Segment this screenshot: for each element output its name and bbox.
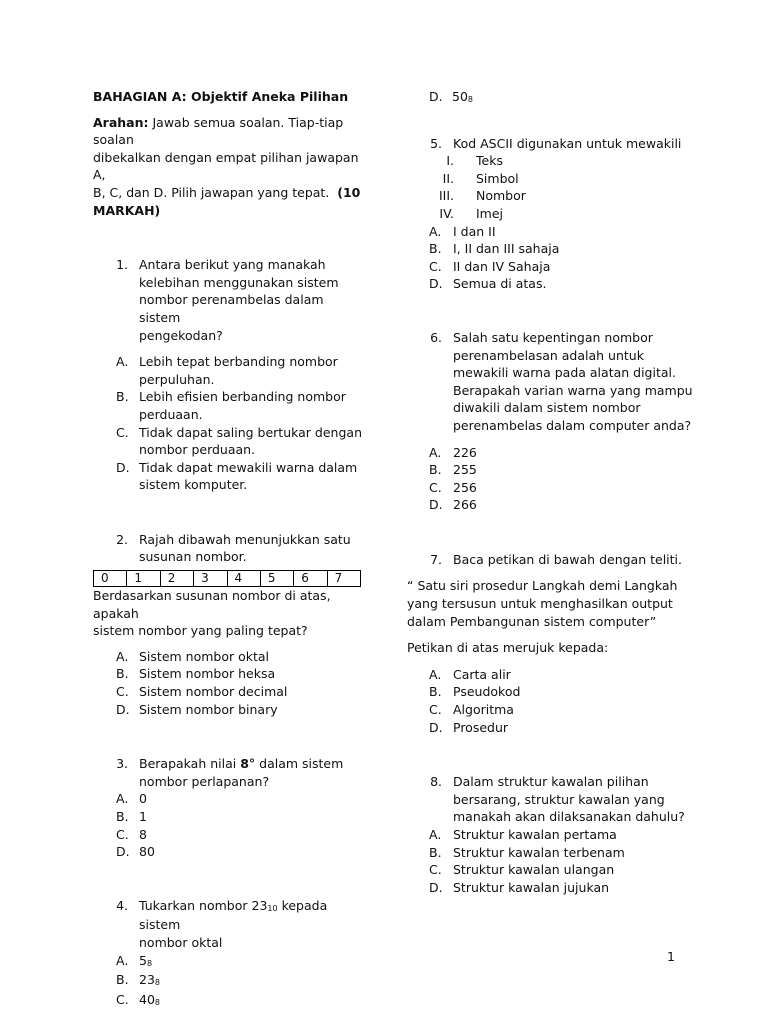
- option-label: B.: [429, 462, 442, 478]
- option-b[interactable]: [429, 240, 697, 258]
- option-label: A.: [429, 827, 442, 842]
- option-label: C.: [429, 702, 442, 718]
- instructions-line1: Jawab semua soalan. Tiap-tiap soalan: [93, 114, 344, 148]
- question-5: [407, 135, 697, 293]
- question-text-line: mewakili warna pada alatan digital.: [453, 365, 676, 381]
- roman-label: I.: [446, 153, 454, 169]
- roman-item: [407, 187, 697, 205]
- option-text: Sistem nombor heksa: [139, 666, 276, 682]
- table-cell: 6: [294, 571, 327, 587]
- option-text: 255: [453, 462, 477, 478]
- option-text: 80: [139, 844, 155, 860]
- question-text-line: Kod ASCII digunakan untuk mewakili: [453, 135, 682, 151]
- question-text-line: sistem nombor yang paling tepat?: [93, 623, 308, 639]
- option-label: A.: [116, 791, 129, 807]
- option-c[interactable]: [116, 683, 368, 701]
- option-text: perpuluhan.: [139, 371, 215, 387]
- option-d[interactable]: [429, 275, 697, 293]
- option-text: I, II dan III sahaja: [453, 241, 560, 257]
- question-text-line: pengekodan?: [139, 327, 223, 343]
- question-number: 6.: [430, 329, 442, 345]
- question-text-line: perenambelasan adalah untuk: [453, 347, 644, 363]
- option-a[interactable]: [116, 952, 368, 972]
- roman-item: [407, 170, 697, 188]
- option-d[interactable]: [429, 496, 697, 514]
- option-label: A.: [116, 354, 129, 370]
- subscript-base: 10: [267, 903, 278, 913]
- option-d[interactable]: [429, 88, 697, 108]
- option-a[interactable]: [429, 444, 697, 462]
- question-bold-value: 8°: [240, 756, 256, 772]
- roman-label: IV.: [439, 205, 454, 221]
- question-7: [407, 551, 697, 736]
- option-a[interactable]: [429, 826, 697, 844]
- option-label: D.: [116, 844, 130, 860]
- option-text: Sistem nombor decimal: [139, 684, 288, 700]
- question-number: 8.: [430, 774, 442, 790]
- section-title: BAHAGIAN A: Objektif Aneka Pilihan: [93, 89, 349, 104]
- option-label: C.: [429, 862, 442, 878]
- option-text: Algoritma: [453, 702, 514, 718]
- option-label: B.: [116, 809, 129, 824]
- instructions-label: Arahan:: [93, 114, 149, 130]
- option-text: Sistem nombor binary: [139, 701, 278, 717]
- option-text: Struktur kawalan jujukan: [453, 879, 610, 895]
- option-text: 5: [139, 952, 147, 968]
- option-label: A.: [429, 223, 442, 239]
- quote-line: dalam Pembangunan sistem computer”: [407, 613, 657, 629]
- option-text: 23: [139, 972, 155, 988]
- option-text: I dan II: [453, 223, 496, 239]
- subscript-base: 8: [154, 997, 160, 1007]
- option-b[interactable]: [116, 665, 368, 683]
- roman-item: [407, 152, 697, 170]
- table-cell: 1: [127, 571, 160, 587]
- number-sequence-table: [93, 570, 361, 587]
- page-number: 1: [667, 949, 675, 964]
- option-b[interactable]: [116, 808, 368, 826]
- option-text: Tidak dapat saling bertukar dengan: [139, 424, 362, 440]
- quote-line: “ Satu siri prosedur Langkah demi Langkah: [407, 578, 678, 594]
- option-text: 40: [139, 991, 155, 1007]
- question-text-line: Salah satu kepentingan nombor: [453, 329, 653, 345]
- question-text-line: susunan nombor.: [139, 549, 247, 565]
- option-c[interactable]: [116, 991, 368, 1011]
- option-c[interactable]: [429, 861, 697, 879]
- option-text: Sistem nombor oktal: [139, 648, 270, 664]
- question-number: 5.: [430, 135, 442, 151]
- option-label: B.: [116, 389, 129, 405]
- option-text: Semua di atas.: [453, 276, 547, 292]
- option-text: 0: [139, 791, 147, 807]
- question-text-line: perenambelas dalam computer anda?: [453, 417, 692, 433]
- question-text-line: nombor perenambelas dalam sistem: [139, 292, 324, 325]
- option-label: C.: [429, 258, 442, 274]
- right-column: [407, 88, 697, 896]
- option-d[interactable]: [116, 843, 368, 861]
- option-text: 256: [453, 479, 477, 495]
- question-prompt: Petikan di atas merujuk kepada:: [407, 640, 609, 656]
- question-3: [93, 755, 368, 861]
- option-b[interactable]: [429, 844, 697, 862]
- option-d[interactable]: [116, 459, 368, 494]
- question-text-line: Antara berikut yang manakah: [139, 257, 326, 273]
- option-label: B.: [429, 684, 442, 700]
- option-label: A.: [116, 648, 129, 664]
- option-b[interactable]: [429, 683, 697, 701]
- question-number: 2.: [116, 531, 128, 547]
- option-label: C.: [116, 991, 129, 1007]
- quote-line: yang tersusun untuk menghasilkan output: [407, 596, 673, 612]
- option-text: 1: [139, 809, 147, 824]
- option-c[interactable]: [429, 479, 697, 497]
- option-a[interactable]: [429, 223, 697, 241]
- instructions-marks1: (10: [337, 184, 361, 200]
- option-a[interactable]: [116, 790, 368, 808]
- question-text-line: dalam sistem: [255, 756, 344, 772]
- option-label: D.: [116, 701, 130, 717]
- roman-text: Teks: [476, 153, 503, 169]
- question-text-line: nombor perlapanan?: [139, 773, 270, 789]
- question-number: 4.: [116, 897, 128, 913]
- option-label: B.: [429, 241, 442, 257]
- option-a[interactable]: [116, 648, 368, 666]
- option-label: D.: [429, 276, 443, 292]
- option-a[interactable]: [429, 666, 697, 684]
- instructions-marks2: MARKAH): [93, 202, 161, 218]
- option-label: C.: [116, 424, 129, 440]
- option-label: B.: [116, 972, 129, 988]
- subscript-base: 8: [146, 958, 153, 968]
- roman-label: II.: [442, 170, 454, 186]
- table-cell: 5: [260, 571, 293, 587]
- question-text-line: nombor oktal: [139, 934, 223, 950]
- question-text-line: diwakili dalam sistem nombor: [453, 400, 641, 416]
- question-number: 1.: [116, 257, 128, 273]
- question-number: 7.: [430, 551, 442, 567]
- option-text: Struktur kawalan ulangan: [453, 862, 615, 878]
- option-b[interactable]: [429, 461, 697, 479]
- option-text: 8: [139, 826, 147, 842]
- question-text-line: manakah akan dilaksanakan dahulu?: [453, 809, 685, 825]
- question-text-line: Berdasarkan susunan nombor di atas, apakah: [93, 588, 331, 621]
- table-cell: 3: [194, 571, 227, 587]
- question-6: [407, 329, 697, 514]
- roman-item: [407, 205, 697, 223]
- table-cell: 2: [160, 571, 193, 587]
- table-cell: 7: [327, 571, 360, 587]
- option-text: Lebih efisien berbanding nombor: [139, 389, 346, 405]
- roman-text: Simbol: [476, 170, 519, 186]
- table-cell: 4: [227, 571, 260, 587]
- option-text: Lebih tepat berbanding nombor: [139, 354, 338, 370]
- question-number: 3.: [116, 756, 128, 772]
- roman-text: Imej: [476, 205, 504, 221]
- question-8: [407, 773, 697, 896]
- question-text-line: Berapakah varian warna yang mampu: [453, 382, 693, 398]
- option-label: D.: [429, 89, 443, 104]
- instructions: [93, 114, 368, 220]
- question-1: [106, 256, 368, 494]
- quote-block: [407, 577, 697, 630]
- subscript-base: 8: [467, 95, 473, 104]
- option-label: D.: [116, 459, 130, 475]
- option-label: D.: [429, 879, 443, 895]
- question-text-line: Dalam struktur kawalan pilihan: [453, 774, 649, 790]
- option-text: perduaan.: [139, 406, 203, 422]
- instructions-line3: B, C, dan D. Pilih jawapan yang tepat.: [93, 184, 330, 200]
- roman-label: III.: [438, 188, 454, 204]
- question-text-line: Baca petikan di bawah dengan teliti.: [453, 551, 682, 567]
- option-c[interactable]: [116, 424, 368, 459]
- option-label: A.: [116, 952, 129, 968]
- option-text: sistem komputer.: [139, 477, 248, 493]
- option-d[interactable]: [429, 879, 697, 897]
- option-c[interactable]: [429, 701, 697, 719]
- option-text: 226: [453, 444, 477, 460]
- option-text: Prosedur: [453, 719, 509, 735]
- table-cell: 0: [94, 571, 127, 587]
- option-label: C.: [116, 684, 129, 700]
- option-b[interactable]: [116, 971, 368, 991]
- instructions-line2: dibekalkan dengan empat pilihan jawapan A,: [93, 149, 359, 183]
- option-c[interactable]: [429, 258, 697, 276]
- option-text: nombor perduaan.: [139, 442, 256, 458]
- option-d[interactable]: [116, 701, 368, 719]
- option-label: C.: [429, 479, 442, 495]
- option-label: C.: [116, 826, 129, 842]
- option-label: D.: [429, 719, 443, 735]
- option-label: B.: [429, 844, 442, 860]
- option-label: A.: [429, 666, 442, 682]
- option-text: Tidak dapat mewakili warna dalam: [139, 459, 358, 475]
- option-text: Pseudokod: [453, 684, 521, 700]
- option-label: A.: [429, 444, 442, 460]
- option-c[interactable]: [116, 826, 368, 844]
- option-b[interactable]: [116, 388, 368, 423]
- question-text-line: kelebihan menggunakan sistem: [139, 274, 339, 290]
- question-2: [93, 531, 368, 718]
- question-text-line: Rajah dibawah menunjukkan satu: [139, 531, 351, 547]
- option-text: Carta alir: [453, 666, 511, 682]
- roman-text: Nombor: [476, 188, 526, 204]
- question-text-line: bersarang, struktur kawalan yang: [453, 791, 665, 807]
- option-label: B.: [116, 666, 129, 682]
- option-text: 50: [452, 89, 468, 104]
- option-text: II dan IV Sahaja: [453, 258, 551, 274]
- question-text-line: kepada sistem: [139, 897, 328, 933]
- option-d[interactable]: [429, 719, 697, 737]
- option-text: Struktur kawalan terbenam: [453, 844, 625, 860]
- question-text-line: Berapakah nilai: [139, 756, 241, 772]
- option-a[interactable]: [116, 353, 368, 388]
- left-column: [93, 88, 368, 1010]
- option-text: 266: [453, 497, 477, 513]
- question-4: [93, 897, 368, 1011]
- option-text: Struktur kawalan pertama: [453, 827, 617, 842]
- subscript-base: 8: [154, 978, 160, 988]
- question-text-line: Tukarkan nombor 23: [139, 897, 268, 913]
- option-label: D.: [429, 497, 443, 513]
